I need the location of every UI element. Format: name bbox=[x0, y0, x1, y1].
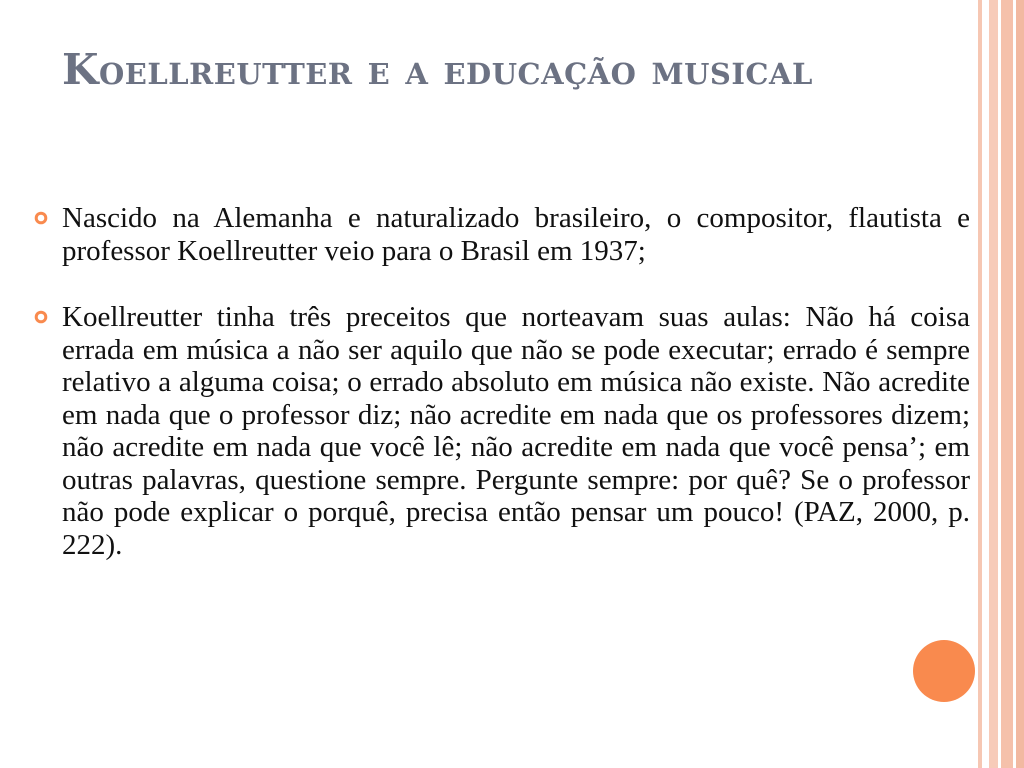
bullet-item bbox=[34, 301, 970, 561]
circle-bullet-icon bbox=[34, 310, 48, 324]
circle-bullet-icon bbox=[34, 211, 48, 225]
decorative-stripe bbox=[1016, 0, 1024, 768]
decorative-stripe bbox=[989, 0, 998, 768]
bullet-list bbox=[34, 202, 970, 595]
bullet-text: Koellreutter tinha três preceitos que norteavam suas aulas: Não há coisa errada em música a não ser aquilo que não se pode executar; errado é sempre relativo a alguma coisa; o errado absoluto em música não existe. Não acredite em nada que o professor diz; não acredite em nada que os professores dizem; não acredite em nada que você lê; não acredite em nada que você pensa’; em outras palavras, questione sempre. Pergunte sempre: por quê? Se o professor não pode explicar o porquê, precisa então pensar um pouco! (PAZ, 2000, p. 222). bbox=[62, 301, 970, 561]
decorative-stripe bbox=[1001, 0, 1013, 768]
decorative-stripe bbox=[978, 0, 982, 768]
slide-title: Koellreutter e a educação musical bbox=[62, 45, 813, 94]
bullet-item bbox=[34, 202, 970, 267]
bullet-text: Nascido na Alemanha e naturalizado brasileiro, o compositor, flautista e professor Koellreutter veio para o Brasil em 1937; bbox=[62, 202, 970, 267]
decorative-circle bbox=[913, 640, 975, 702]
